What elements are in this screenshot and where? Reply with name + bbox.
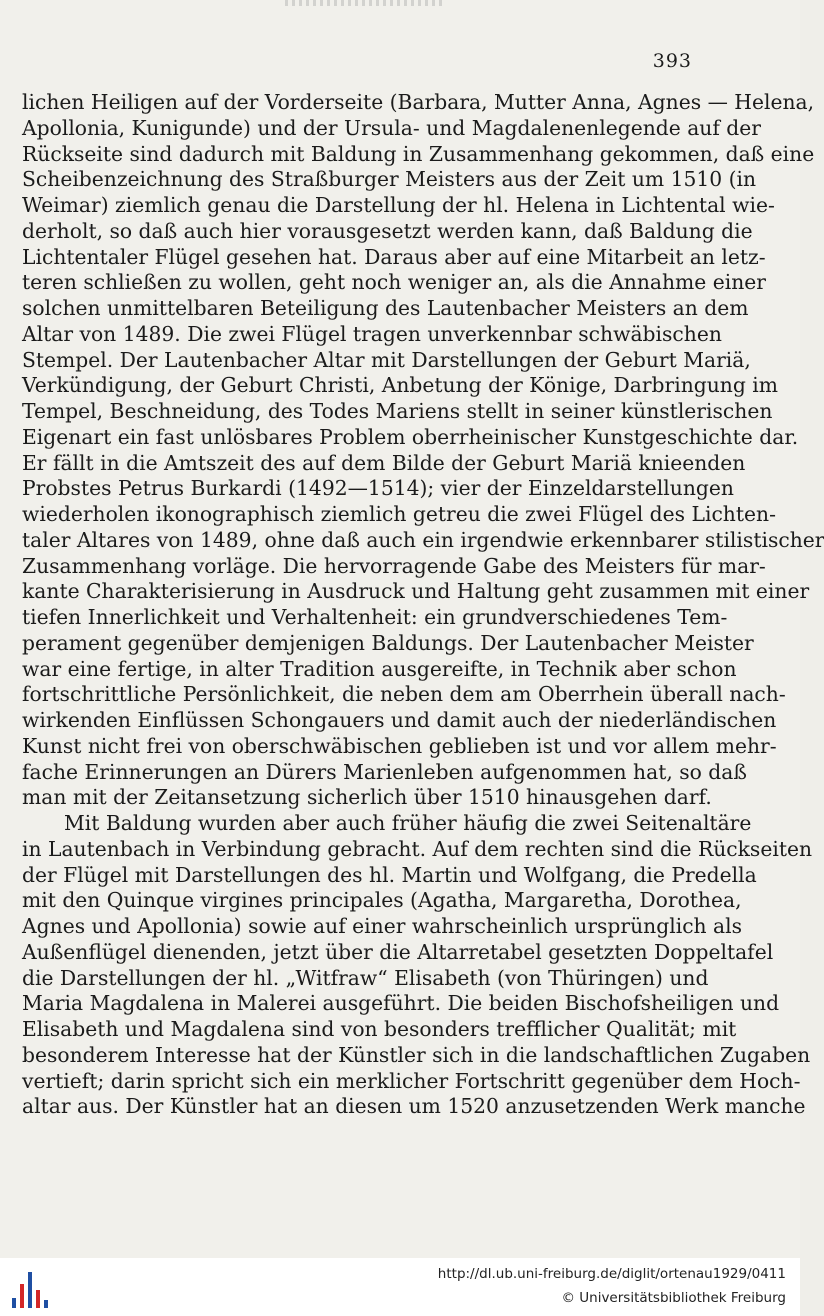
text-line: Verkündigung, der Geburt Christi, Anbetung der Könige, Darbringung im xyxy=(22,373,779,398)
text-line: Eigenart ein fast unlösbares Problem oberrheinischer Kunstgeschichte dar. xyxy=(22,424,799,449)
text-line: die Darstellungen der hl. „Witfraw“ Elisabeth (von Thüringen) und xyxy=(22,965,709,990)
text-line: Tempel, Beschneidung, des Todes Mariens stellt in seiner künstlerischen xyxy=(22,399,773,423)
text-line: fortschrittliche Persönlichkeit, die neben dem am Oberrhein überall nach- xyxy=(22,682,786,707)
text-line: lichen Heiligen auf der Vorderseite (Barbara, Mutter Anna, Agnes — Helena, xyxy=(22,90,815,114)
text-line: Lichtentaler Flügel gesehen hat. Daraus aber auf eine Mitarbeit an letz- xyxy=(22,244,766,269)
text-line: Probstes Petrus Burkardi (1492—1514); vier der Einzeldarstellungen xyxy=(22,476,734,501)
text-line: Elisabeth und Magdalena sind von besonders trefflicher Qualität; mit xyxy=(22,1017,737,1041)
paragraph-first-line: Mit Baldung wurden aber auch früher häufig die zwei Seitenaltäre xyxy=(64,811,752,835)
text-line: fache Erinnerungen an Dürers Marienleben aufgenommen hat, so daß xyxy=(22,759,747,784)
text-line: Weimar) ziemlich genau die Darstellung der hl. Helena in Lichtental wie- xyxy=(22,193,775,217)
text-line: teren schließen zu wollen, geht noch weniger an, als die Annahme einer xyxy=(22,270,766,295)
text-line: Kunst nicht frei von oberschwäbischen geblieben ist und vor allem mehr- xyxy=(22,733,777,758)
text-line: war eine fertige, in alter Tradition ausgereifte, in Technik aber schon xyxy=(22,656,737,681)
page-number: 393 xyxy=(652,50,692,72)
paragraph-last-line: man mit der Zeitansetzung sicherlich über 1510 hinausgehen darf. xyxy=(22,785,712,810)
text-line: altar aus. Der Künstler hat an diesen um 1520 anzusetzenden Werk manche xyxy=(22,1094,806,1119)
text-line: Außenflügel dienenden, jetzt über die Altarretabel gesetzten Doppeltafel xyxy=(22,939,774,964)
text-line: besonderem Interesse hat der Künstler sich in die landschaftlichen Zugaben xyxy=(22,1042,811,1067)
text-line: solchen unmittelbaren Beteiligung des Lautenbacher Meisters an dem xyxy=(22,296,749,320)
text-line: Scheibenzeichnung des Straßburger Meisters aus der Zeit um 1510 (in xyxy=(22,167,757,192)
text-line: perament gegenüber demjenigen Baldungs. Der Lautenbacher Meister xyxy=(22,630,754,655)
text-line: Maria Magdalena in Malerei ausgeführt. Die beiden Bischofsheiligen und xyxy=(22,991,780,1016)
scan-edge-mark xyxy=(285,0,445,6)
text-line: Apollonia, Kunigunde) und der Ursula- und Magdalenenlegende auf der xyxy=(22,115,761,140)
text-line: kante Charakterisierung in Ausdruck und Haltung geht zusammen mit einer xyxy=(22,579,810,604)
source-link[interactable]: http://dl.ub.uni-freiburg.de/diglit/ortenau1929/0411 xyxy=(437,1266,786,1282)
text-line: taler Altares von 1489, ohne daß auch ein irgendwie erkennbarer stilistischer xyxy=(22,527,824,552)
text-line: wiederholen ikonographisch ziemlich getreu die zwei Flügel des Lichten- xyxy=(22,502,776,526)
library-logo-icon xyxy=(12,1268,52,1308)
text-line: Rückseite sind dadurch mit Baldung in Zusammenhang gekommen, daß eine xyxy=(22,141,815,166)
text-line: wirkenden Einflüssen Schongauers und damit auch der niederländischen xyxy=(22,708,777,732)
text-line: mit den Quinque virgines principales (Agatha, Margaretha, Dorothea, xyxy=(22,888,742,913)
body-text xyxy=(22,90,824,1120)
text-line: der Flügel mit Darstellungen des hl. Martin und Wolfgang, die Predella xyxy=(22,862,757,887)
copyright-notice: © Universitätsbibliothek Freiburg xyxy=(561,1290,786,1306)
text-line: Altar von 1489. Die zwei Flügel tragen unverkennbar schwäbischen xyxy=(22,321,722,346)
text-line: Agnes und Apollonia) sowie auf einer wahrscheinlich ursprünglich als xyxy=(22,914,743,938)
digitization-footer xyxy=(0,1258,800,1316)
text-line: in Lautenbach in Verbindung gebracht. Auf dem rechten sind die Rückseiten xyxy=(22,836,813,861)
text-line: derholt, so daß auch hier vorausgesetzt werden kann, daß Baldung die xyxy=(22,218,753,243)
text-line: Er fällt in die Amtszeit des auf dem Bilde der Geburt Mariä knieenden xyxy=(22,450,746,475)
text-line: Zusammenhang vorläge. Die hervorragende Gabe des Meisters für mar- xyxy=(22,553,766,578)
text-line: Stempel. Der Lautenbacher Altar mit Darstellungen der Geburt Mariä, xyxy=(22,347,751,372)
text-line: vertieft; darin spricht sich ein merklicher Fortschritt gegenüber dem Hoch- xyxy=(22,1068,801,1093)
text-line: tiefen Innerlichkeit und Verhaltenheit: ein grundverschiedenes Tem- xyxy=(22,605,728,629)
